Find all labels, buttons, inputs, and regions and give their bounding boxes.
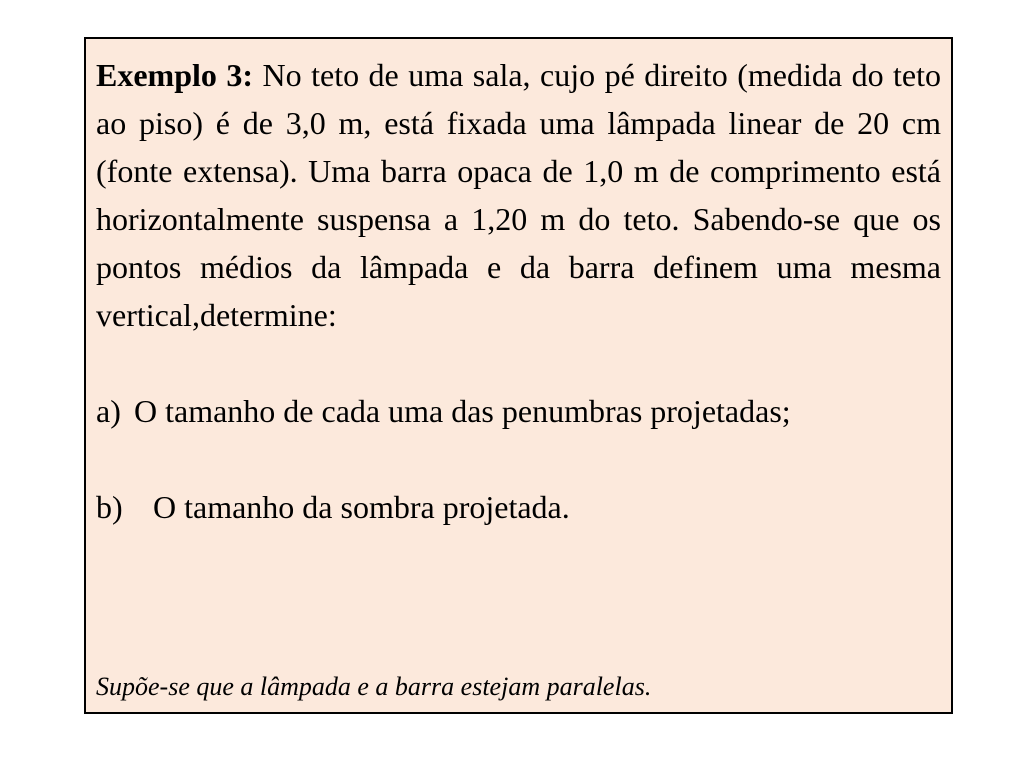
example-heading: Exemplo 3:	[96, 57, 254, 93]
question-item-a	[96, 387, 941, 435]
item-b-marker: b)	[96, 489, 123, 525]
problem-statement	[96, 51, 941, 339]
item-a-marker: a)	[96, 393, 121, 429]
question-item-b	[96, 483, 941, 531]
assumption-note: Supõe-se que a lâmpada e a barra estejam paralelas.	[96, 672, 652, 701]
example-box	[84, 37, 953, 714]
statement-text: No teto de uma sala, cujo pé direito (medida do teto ao piso) é de 3,0 m, está fixada uma lâmpada linear de 20 cm (fonte extensa). Uma barra opaca de 1,0 m de comprimento está horizontalmente suspensa a 1,20 m do teto. Sabendo-se que os pontos médios da lâmpada e da barra definem uma mesma vertical,determine:	[96, 57, 942, 333]
item-a-text: O tamanho de cada uma das penumbras projetadas;	[134, 393, 791, 429]
item-b-text: O tamanho da sombra projetada.	[153, 489, 570, 525]
